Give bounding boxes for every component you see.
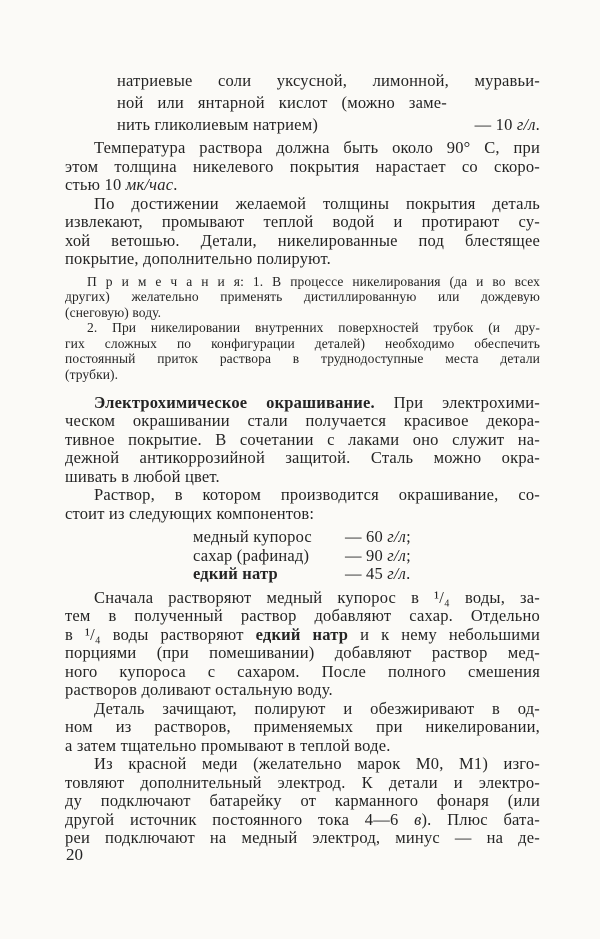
paragraph-temperature (65, 139, 540, 195)
text-line: дежной антикоррозийной защитой. Сталь можно окра- (65, 448, 540, 468)
page-content (65, 70, 540, 848)
text-line: Раствор, в котором производится окрашивание, со- (94, 485, 540, 505)
text-line: ческом окрашивании стали получается красивое декора- (65, 411, 540, 431)
component-value: — 60 г/л; (345, 527, 411, 547)
text-line: товляют дополнительный электрод. К детали и электро- (65, 772, 540, 792)
note-line: П р и м е ч а н и я: 1. В процессе никелирования (да и во всех (87, 273, 540, 289)
text-line: извлекают, промывают теплой водой и протирают су- (65, 212, 540, 231)
text-line: ной или янтарной кислот (можно заме- (117, 93, 447, 112)
text-line: другой источник постоянного тока 4—6 в). Плюс бата- (65, 809, 540, 829)
paragraph-preparation (65, 700, 540, 756)
text-line: шивать в любой цвет. (65, 466, 220, 486)
note-line: (трубки). (65, 367, 119, 383)
component-name: сахар (рафинад) (193, 545, 310, 565)
text-line: в ¹/₄ воды растворяют едкий натр и к нему небольшими (65, 624, 540, 644)
text-line: тем в полученный раствор добавляют сахар. Отдельно (65, 606, 540, 626)
recipe-entry (65, 70, 540, 136)
text-line: порциями (при помешивании) добавляют раствор мед- (65, 643, 540, 663)
text-line: По достижении желаемой толщины покрытия деталь (94, 193, 540, 213)
paragraph-finishing (65, 195, 540, 269)
text-line: а затем тщательно промывают в теплой воде. (65, 735, 391, 755)
text-line: Из красной меди (желательно марок М0, М1) изго- (94, 754, 540, 774)
text-line (117, 114, 540, 136)
text-line: стью 10 мк/час. (65, 175, 178, 194)
text-line: ду подключают батарейку от карманного фонаря (или (65, 791, 540, 811)
text-line: этом толщина никелевого покрытия нарастает со скоро- (65, 156, 540, 176)
text-line: хой ветошью. Детали, никелированные под блестящее (65, 230, 540, 250)
text-line: тивное покрытие. В сочетании с лаками оно служит на- (65, 429, 540, 449)
recipe-entry-label: нить гликолиевым натрием) (117, 115, 319, 134)
page-number: 20 (66, 845, 83, 864)
component-row (193, 565, 540, 584)
paragraph-mixing (65, 589, 540, 700)
paragraph-solution-intro (65, 486, 540, 523)
component-value: — 45 г/л. (345, 564, 411, 584)
component-name: медный купорос (193, 527, 312, 547)
text-line: Сначала растворяют медный купорос в ¹/₄ воды, за- (94, 587, 540, 607)
note-line: (снеговую) воду. (65, 304, 162, 320)
component-name: едкий натр (193, 564, 278, 584)
notes-block (65, 274, 540, 383)
note-line: постоянный приток раствора в труднодоступные места детали (65, 351, 540, 367)
components-list (65, 528, 540, 584)
text-line: ном из растворов, применяемых при никелировании, (65, 717, 540, 737)
component-row (193, 528, 540, 547)
text-line: ного купороса с сахаром. После полного смешения (65, 661, 540, 681)
note-line: гих сложных по конфигурации деталей) необходимо обеспечить (65, 335, 540, 351)
text-line: Электрохимическое окрашивание. При электрохими- (94, 392, 540, 412)
text-line: Температура раствора должна быть около 90° С, при (94, 138, 540, 157)
text-line: реи подключают на медный электрод, минус — на де- (65, 828, 540, 848)
text-line: стоит из следующих компонентов: (65, 503, 315, 523)
note-line: других) желательно применять дистиллированную или дождевую (65, 289, 540, 305)
text-line: растворов доливают остальную воду. (65, 680, 333, 700)
component-value: — 90 г/л; (345, 545, 411, 565)
note-line: 2. При никелировании внутренних поверхностей трубок (и дру- (87, 320, 540, 336)
text-line: покрытие, дополнительно полируют. (65, 249, 331, 268)
dosage-value: — 10 г/л. (474, 115, 540, 134)
component-row (193, 547, 540, 566)
paragraph-electrode (65, 755, 540, 848)
paragraph-electro-heading (65, 394, 540, 487)
text-line: Деталь зачищают, полируют и обезжиривают в од- (94, 698, 540, 718)
text-line: натриевые соли уксусной, лимонной, муравьи- (117, 71, 540, 90)
